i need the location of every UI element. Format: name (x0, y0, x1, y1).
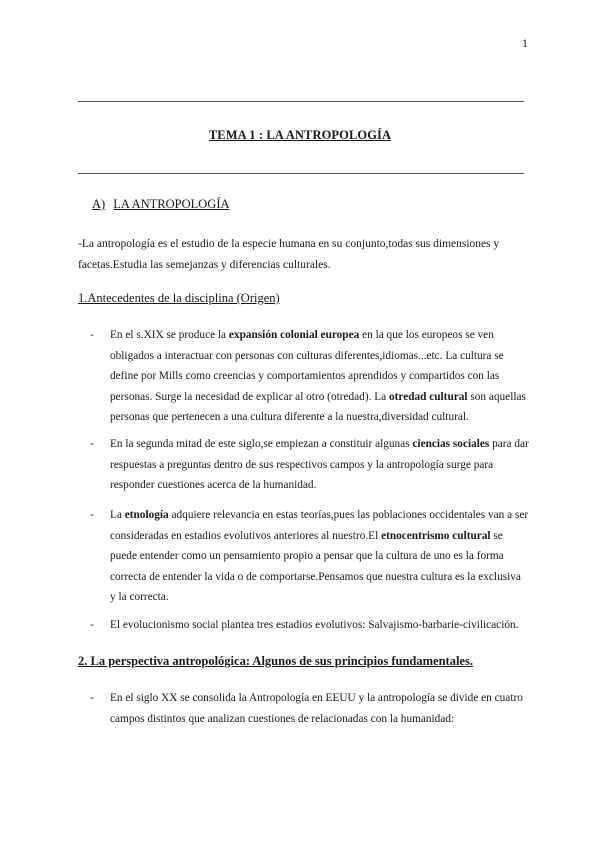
top-rule (78, 101, 524, 102)
intro-line: facetas.Estudia las semejanzas y diferencias culturales. (78, 258, 331, 271)
page-number: 1 (522, 36, 528, 50)
section-label: A) (92, 197, 106, 211)
bullet-text (110, 434, 530, 496)
bullet-line (110, 387, 530, 408)
bullet-line: y la correcta. (110, 591, 169, 603)
bullet-text (110, 325, 530, 428)
text-run: consideradas en estadios evolutivos anteriores al nuestro.El (110, 529, 382, 542)
text-run: se (490, 529, 503, 542)
text-run: adquiere relevancia en estas teorías,pues las poblaciones occidentales van a ser (168, 509, 529, 521)
bullet-line: personas que pertenecen a una cultura diferente a la nuestra,diversidad cultural. (110, 411, 469, 423)
bullet-line: campos distintos que analizan cuestiones de relacionadas con la humanidad: (110, 712, 455, 725)
bullet-dash: - (90, 438, 94, 450)
text-run: para dar (489, 438, 529, 450)
bottom-rule (78, 173, 524, 174)
bullet-line: En el siglo XX se consolida la Antropología en EEUU y la antropología se divide en cuatro (110, 692, 523, 704)
intro-paragraph (78, 234, 526, 275)
bullet-line: define por Mills como creencias y comportamientos aprendidos y compartidos con las (110, 370, 500, 382)
heading-perspectiva: 2. La perspectiva antropológica: Algunos de sus principios fundamentales. (78, 654, 473, 668)
text-run: En la segunda mitad de este siglo,se empiezan a constituir algunas (110, 438, 413, 450)
bullet-dash: - (90, 329, 94, 341)
document-title: TEMA 1 : LA ANTROPOLOGÍA (208, 128, 392, 142)
section-text: LA ANTROPOLOGÍA (113, 197, 230, 211)
text-run: son aquellas (467, 390, 526, 403)
bullet-line: respuestas a preguntas dentro de sus respectivos campos y la antropología surge para (110, 458, 494, 471)
bold-term: ciencias sociales (412, 438, 490, 450)
bullet-line: obligados a interactuar con personas con culturas diferentes,idiomas...etc. La cultura se (110, 349, 504, 362)
bold-term: otredad cultural (388, 390, 468, 403)
bullet-line (110, 325, 530, 346)
bold-term: etnocentrismo cultural (381, 529, 491, 542)
bold-term: etnología (124, 509, 169, 521)
text-run: en la que los europeos se ven (359, 329, 494, 341)
text-run: La (110, 509, 125, 521)
text-run: personas. Surge la necesidad de explicar al otro (otredad). La (110, 390, 389, 403)
bold-term: expansión colonial europea (228, 329, 360, 341)
heading-antecedentes: 1.Antecedentes de la disciplina (Origen) (78, 291, 280, 305)
bullet-dash: - (90, 509, 94, 521)
bullet-line: puede entender como un pensamiento propio a pensar que la cultura de uno es la forma (110, 550, 504, 562)
bullet-line (110, 526, 530, 547)
bullet-dash: - (90, 619, 94, 631)
bullet-line: El evolucionismo social plantea tres estadios evolutivos: Salvajismo-barbarie-civilicación. (110, 619, 519, 631)
bullet-dash: - (90, 692, 94, 704)
text-run: En el s.XIX se produce la (110, 329, 229, 341)
bullet-text (110, 688, 530, 729)
bullet-line: correcta de entender la vida o de comportarse.Pensamos que nuestra cultura es la exclusiva (110, 570, 521, 583)
section-heading-a (92, 197, 230, 212)
intro-line: -La antropología es el estudio de la especie humana en su conjunto,todas sus dimensiones y (78, 238, 500, 250)
bullet-line (110, 434, 530, 455)
bullet-text (110, 505, 530, 608)
bullet-line: responder cuestiones acerca de la humanidad. (110, 479, 317, 491)
bullet-text (110, 615, 530, 636)
bullet-line (110, 505, 530, 526)
